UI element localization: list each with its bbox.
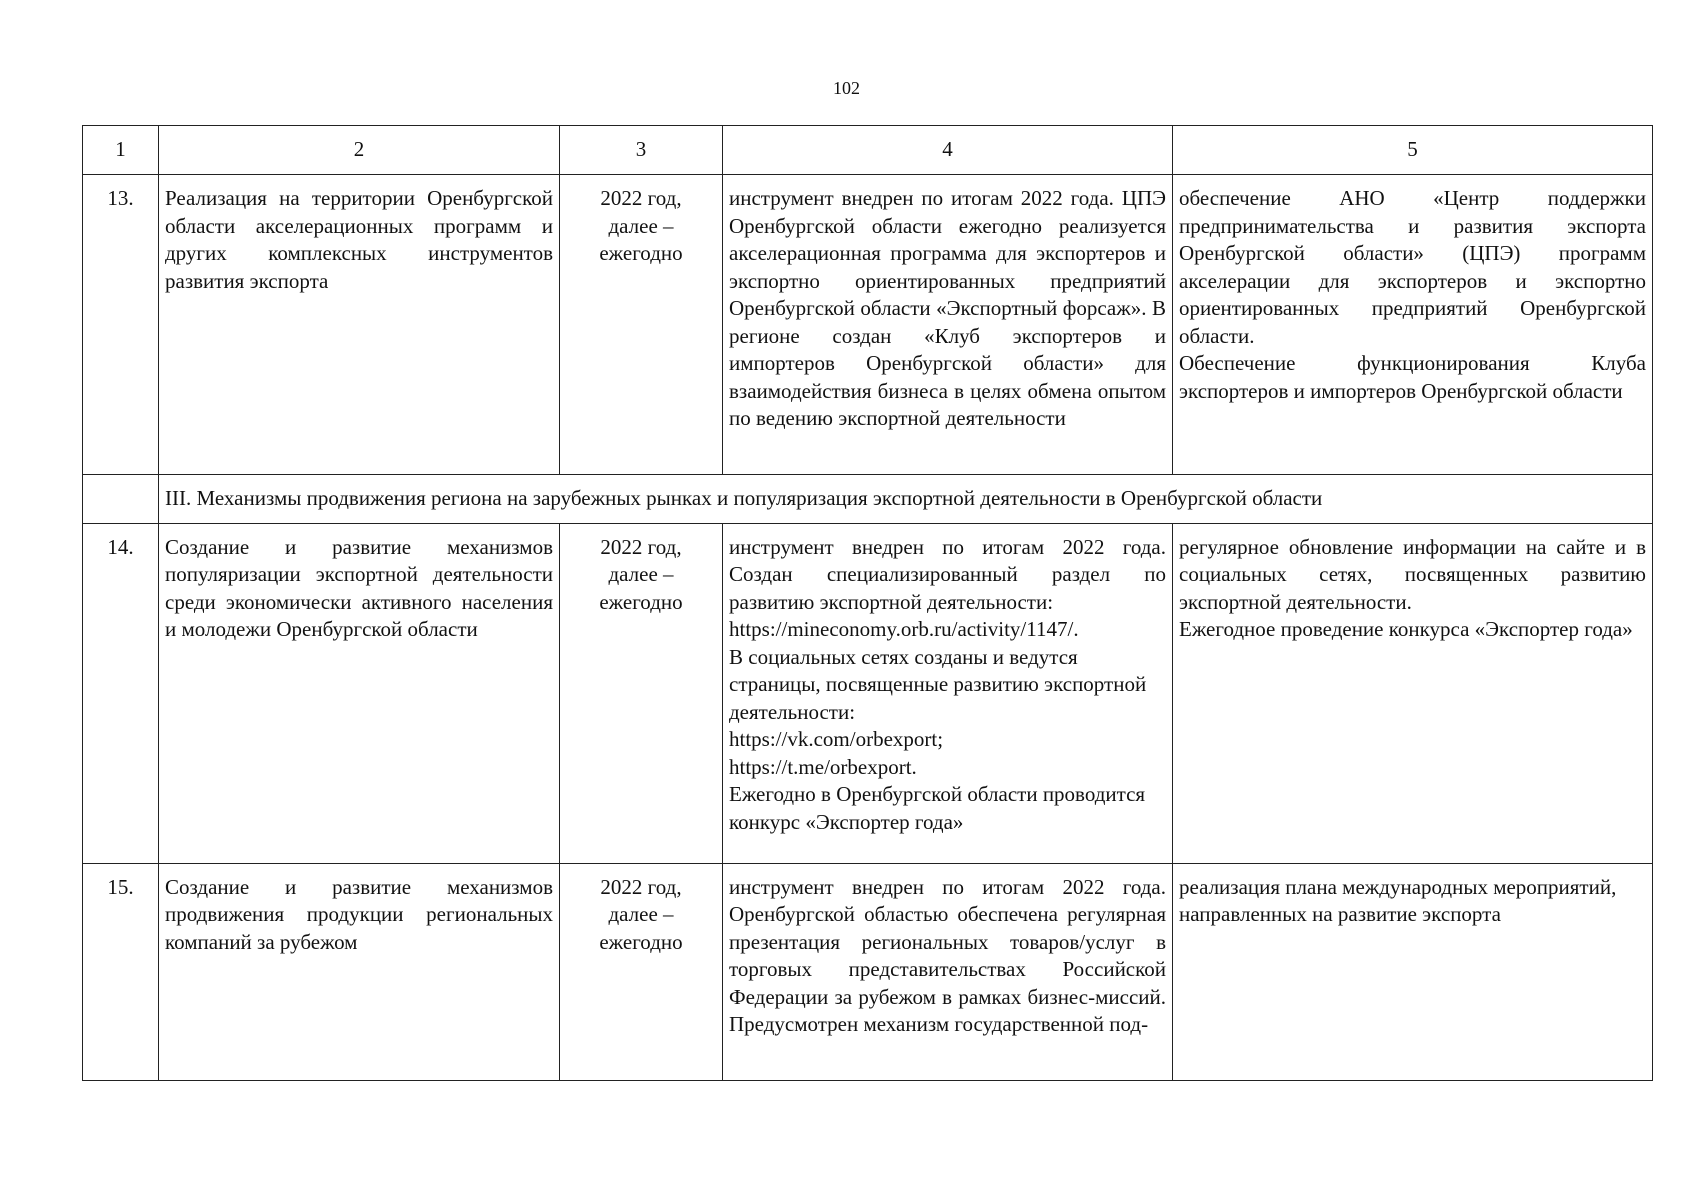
- period-cell: [560, 175, 723, 475]
- column-header: 1: [83, 126, 159, 175]
- plan-paragraph: Ежегодное проведение конкурса «Экспортер года»: [1179, 617, 1633, 641]
- result-paragraph: Ежегодно в Оренбургской области проводится конкурс «Экспортер года»: [729, 782, 1146, 834]
- result-paragraph: В социальных сетях созданы и ведутся страницы, посвященные развитию экспортной деятельности:: [729, 644, 1147, 724]
- result-cell: инструмент внедрен по итогам 2022 года. ЦПЭ Оренбургской области ежегодно реализуется акселерационная программа для экспортеров и экспортно ориентированных предприятий Оренбургской области «Экспортный форсаж». В регионе создан «Клуб экспортеров и импортеров Оренбургской области» для взаимодействия бизнеса в целях обмена опытом по ведению экспортной деятельности: [723, 175, 1173, 475]
- plan-cell: [1173, 523, 1653, 863]
- plan-paragraph: регулярное обновление информации на сайте и в социальных сетях, посвященных развитию экспортной деятельности.: [1179, 534, 1646, 614]
- period-line: далее –: [608, 213, 674, 238]
- plan-cell: реализация плана международных мероприятий, направленных на развитие экспорта: [1173, 863, 1653, 1080]
- result-link[interactable]: https://mineconomy.orb.ru/activity/1147/.: [729, 617, 1079, 641]
- section-empty-cell: [83, 475, 159, 524]
- section-row: [83, 475, 1653, 524]
- section-title: III. Механизмы продвижения региона на зарубежных рынках и популяризация экспортной деятельности в Оренбургской области: [159, 475, 1653, 524]
- period-line: ежегодно: [599, 589, 683, 614]
- measure-cell: Создание и развитие механизмов продвижения продукции региональных компаний за рубежом: [159, 863, 560, 1080]
- row-number: 13.: [83, 175, 159, 475]
- result-cell: инструмент внедрен по итогам 2022 года. Оренбургской областью обеспечена регулярная презентация региональных товаров/услуг в торговых представительствах Российской Федерации за рубежом в рамках бизнес-миссий. Предусмотрен механизм государственной под-: [723, 863, 1173, 1080]
- period-line: 2022 год,: [600, 874, 682, 899]
- result-link[interactable]: https://t.me/orbexport.: [729, 754, 917, 779]
- result-cell: [723, 523, 1173, 863]
- period-line: ежегодно: [599, 929, 683, 954]
- table-row: [83, 523, 1653, 863]
- period-line: 2022 год,: [600, 534, 682, 559]
- measures-table: [82, 125, 1653, 1081]
- column-header: 3: [560, 126, 723, 175]
- period-cell: [560, 523, 723, 863]
- period-line: далее –: [608, 902, 674, 926]
- table-row: [83, 175, 1653, 475]
- result-paragraph: инструмент внедрен по итогам 2022 года. Создан специализированный раздел по развитию экспортной деятельности:: [729, 534, 1166, 614]
- row-number: 14.: [83, 523, 159, 863]
- table-header-row: [83, 126, 1653, 175]
- table-row: [83, 863, 1653, 1080]
- measure-cell: Реализация на территории Оренбургской области акселерационных программ и других комплексных инструментов развития экспорта: [159, 175, 560, 475]
- result-link[interactable]: https://vk.com/orbexport;: [729, 727, 944, 751]
- row-number: 15.: [83, 863, 159, 1080]
- column-header: 5: [1173, 126, 1653, 175]
- plan-paragraph: Обеспечение функционирования Клуба экспортеров и импортеров Оренбургской области: [1179, 351, 1646, 403]
- column-header: 2: [159, 126, 560, 175]
- plan-paragraph: обеспечение АНО «Центр поддержки предпринимательства и развития экспорта Оренбургской области» (ЦПЭ) программ акселерации для экспортеров и экспортно ориентированных предприятий Оренбургской области.: [1179, 186, 1646, 348]
- column-header: 4: [723, 126, 1173, 175]
- period-line: 2022 год,: [600, 186, 682, 210]
- page-number: 102: [833, 78, 860, 98]
- period-line: далее –: [608, 562, 674, 586]
- period-line: ежегодно: [599, 241, 683, 265]
- period-cell: [560, 863, 723, 1080]
- measure-cell: Создание и развитие механизмов популяризации экспортной деятельности среди экономически активного населения и молодежи Оренбургской области: [159, 523, 560, 863]
- plan-cell: [1173, 175, 1653, 475]
